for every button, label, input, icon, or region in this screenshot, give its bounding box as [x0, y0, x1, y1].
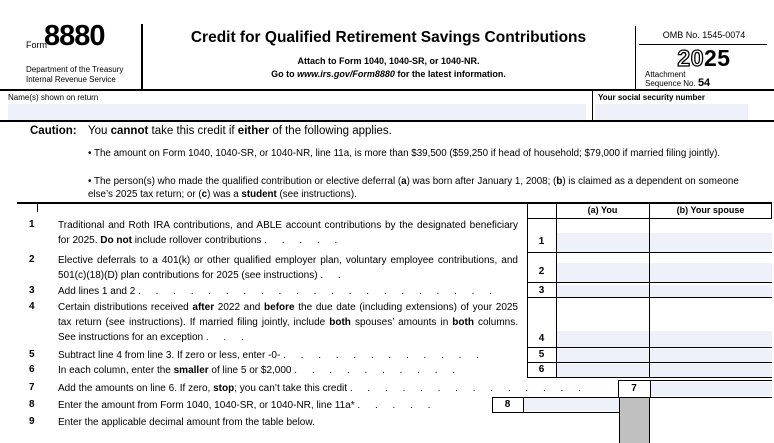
line7-bottom-rule — [492, 397, 772, 398]
caution-bullet-2: • The person(s) who made the qualified contribution or elective deferral (a) was born after January 1, 2008; (b) is claimed as a dependent on someone else’s 2025 tax return; or (c) was a student (see instructions). — [88, 176, 739, 200]
line5-box-number: 5 — [538, 349, 545, 360]
attachment-label: Attachment — [645, 70, 686, 79]
column-tick — [37, 204, 38, 212]
ssn-input[interactable] — [595, 104, 748, 120]
line1-col-b-input[interactable] — [649, 233, 772, 252]
line5-number: 5 — [29, 349, 35, 360]
line3-number: 3 — [29, 285, 35, 296]
tax-year-outline: 20 — [677, 45, 704, 71]
line4-col-a-input[interactable] — [556, 331, 649, 347]
line5-col-b-input[interactable] — [649, 349, 772, 362]
form-title: Credit for Qualified Retirement Savings Contributions — [190, 29, 587, 46]
form-word-label: Form — [26, 40, 47, 50]
line1-number: 1 — [29, 219, 35, 230]
line3-text: Add lines 1 and 2 . . . . . . . . . . . . . . . . . . . . . — [58, 286, 492, 297]
line4-text: Certain distributions received after 2022 and before the due date (including extensions) of your 2025 tax return (see instructions). If married filing jointly, include both spouses’ amounts in both columns. See instructions for an exception . . . — [58, 302, 519, 343]
line2-col-b-input[interactable] — [649, 263, 772, 282]
line3-col-b-input[interactable] — [649, 285, 772, 297]
line7-number: 7 — [29, 382, 35, 393]
caution-label: Caution: — [30, 125, 77, 137]
line1-box-number: 1 — [538, 236, 545, 247]
agency-line-1: Department of the Treasury — [26, 65, 124, 74]
ssn-label: Your social security number — [598, 93, 705, 102]
sequence-label: Sequence No. 54 — [645, 77, 711, 89]
tax-year-bold: 25 — [704, 45, 731, 71]
caution-bullet-1: • The amount on Form 1040, 1040-SR, or 1040-NR, line 11a, is more than $39,500 ($59,250 if head of household; $79,000 if married filing jointly). — [88, 148, 721, 159]
attach-instruction: Attach to Form 1040, 1040-SR, or 1040-NR. — [297, 56, 480, 66]
sequence-number: 54 — [697, 77, 711, 89]
line6-number: 6 — [29, 364, 35, 375]
line8-number: 8 — [29, 399, 35, 410]
name-row-bottom-rule — [0, 120, 774, 122]
line3-col-a-input[interactable] — [556, 285, 649, 297]
line2-box-number: 2 — [538, 266, 545, 277]
blocked-cell — [619, 397, 650, 443]
line8-box-right — [523, 397, 524, 412]
line2-col-a-input[interactable] — [556, 263, 649, 282]
line7-text: Add the amounts on line 6. If zero, stop; you can’t take this credit . . . . . . . . . . . . . . — [58, 383, 581, 394]
caution-intro: You cannot take this credit if either of the following applies. — [88, 125, 392, 137]
line2-text: Elective deferrals to a 401(k) or other qualified employer plan, voluntary employee contributions, and 501(c)(18)(D) plan contributions for 2025 (see instructions) . . — [58, 255, 518, 281]
header-divider-left — [141, 24, 143, 89]
header-bottom-rule — [0, 89, 774, 91]
line8-text: Enter the amount from Form 1040, 1040-SR, or 1040-NR, line 11a* . . . . . — [58, 400, 431, 411]
table-numcol-border — [556, 202, 557, 378]
name-input[interactable] — [8, 104, 586, 120]
agency-line-2: Internal Revenue Service — [26, 75, 116, 84]
line7-top-rule — [618, 380, 772, 381]
line5-col-a-input[interactable] — [556, 349, 649, 362]
section-top-rule — [17, 202, 772, 204]
line5-text: Subtract line 4 from line 3. If zero or less, enter -0- . . . . . . . . . . . . — [58, 350, 479, 361]
omb-number: OMB No. 1545-0074 — [662, 30, 746, 40]
line6-text: In each column, enter the smaller of line 5 or $2,000 . . . . . . . . . . — [58, 365, 456, 376]
col-a-header: (a) You — [587, 205, 618, 215]
form-number: 8880 — [44, 20, 105, 52]
line3-box-number: 3 — [538, 285, 545, 296]
line4-col-b-input[interactable] — [649, 331, 772, 347]
name-ssn-divider — [592, 91, 593, 121]
table-col-divider — [649, 202, 650, 378]
line9-number: 9 — [29, 416, 35, 427]
tax-year — [636, 47, 772, 70]
line1-col-a-input[interactable] — [556, 233, 649, 252]
line8-input[interactable] — [523, 398, 619, 411]
col-b-header: (b) Your spouse — [676, 205, 745, 215]
line8-bottom-rule — [492, 412, 619, 413]
line2-number: 2 — [29, 254, 35, 265]
line7-box-number: 7 — [631, 383, 637, 394]
line7-input[interactable] — [650, 382, 772, 396]
line7-box-right — [650, 380, 651, 397]
line6-col-b-input[interactable] — [649, 364, 772, 377]
line8-box-number: 8 — [504, 399, 511, 410]
line4-number: 4 — [29, 301, 35, 312]
line6-box-number: 6 — [538, 364, 545, 375]
line6-col-a-input[interactable] — [556, 364, 649, 377]
line1-text: Traditional and Roth IRA contributions, and ABLE account contributions by the designated beneficiary for 2025. Do not include rollover contributions . . . . . — [58, 220, 518, 246]
name-label: Name(s) shown on return — [8, 93, 99, 102]
goto-instruction: Go to www.irs.gov/Form8880 for the latest information. — [271, 69, 506, 79]
line4-box-number: 4 — [538, 333, 545, 344]
line9-text: Enter the applicable decimal amount from the table below. — [58, 417, 315, 428]
